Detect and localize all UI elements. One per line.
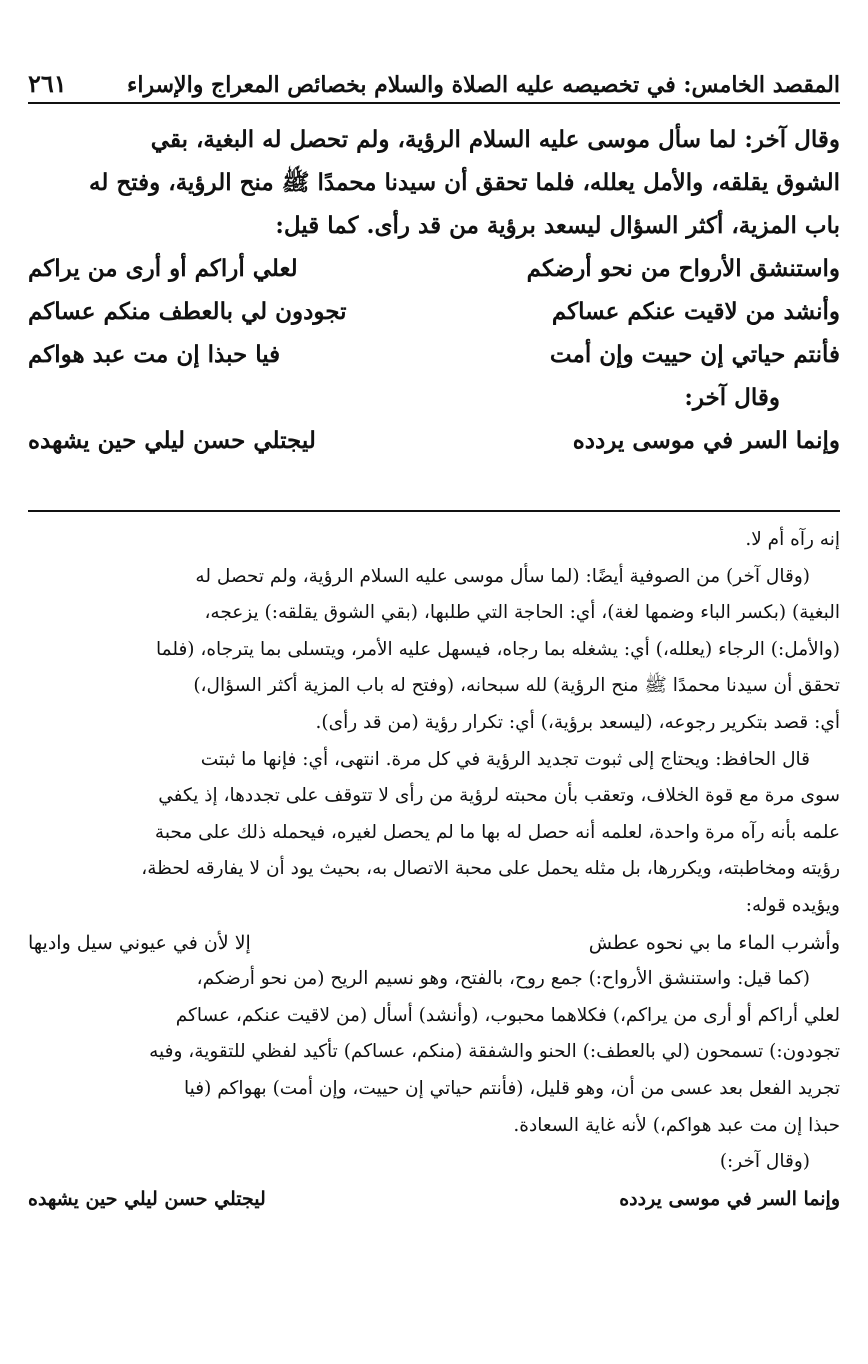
verse-first-hemistich: فأنتم حياتي إن حييت وإن أمت <box>549 341 840 368</box>
verse-second-hemistich: لعلي أراكم أو أرى من يراكم <box>28 255 298 282</box>
note-line: تحقق أن سيدنا محمدًا ﷺ منح الرؤية) لله سبحانه، (وفتح له باب المزية أكثر السؤال،) <box>193 675 840 697</box>
verse-line <box>28 247 840 290</box>
note-line: علمه بأنه رآه مرة واحدة، لعلمه أنه حصل له بها ما لم يحصل لغيره، فيحمله ذلك على محبة <box>154 821 840 843</box>
note-line: ويؤيده قوله: <box>745 894 840 916</box>
note-line: أي: قصد بتكرير رجوعه، (ليسعد برؤية،) أي: تكرار رؤية (من قد رأى). <box>315 711 840 733</box>
verse-line <box>28 925 840 962</box>
verse-first-hemistich: وإنما السر في موسى يردده <box>572 427 840 454</box>
verse-first-hemistich: وإنما السر في موسى يردده <box>619 1187 840 1210</box>
verse-second-hemistich: ليجتلي حسن ليلي حين يشهده <box>28 427 316 454</box>
verse-line <box>28 333 840 376</box>
main-text <box>28 118 840 462</box>
main-line: وقال آخر: لما سأل موسى عليه السلام الرؤية، ولم تحصل له البغية، بقي <box>150 126 840 153</box>
note-line: تجودون:) تسمحون (لي بالعطف:) الحنو والشفقة (منكم، عساكم) تأكيد لفظي للتقوية، وفيه <box>149 1041 840 1063</box>
footnote-separator <box>28 510 840 512</box>
note-line: لعلي أراكم أو أرى من يراكم،) فكلاهما محبوب، (وأنشد) أسأل (من لاقيت عنكم، عساكم <box>175 1004 840 1026</box>
verse-second-hemistich: تجودون لي بالعطف منكم عساكم <box>28 298 347 325</box>
verse-line <box>28 290 840 333</box>
main-line: باب المزية، أكثر السؤال ليسعد برؤية من قد رأى. كما قيل: <box>275 212 840 239</box>
commentary-text <box>28 522 840 1217</box>
verse-first-hemistich: وأنشد من لاقيت عنكم عساكم <box>551 298 840 325</box>
note-line: إنه رآه أم لا. <box>745 529 840 550</box>
verse-second-hemistich: ليجتلي حسن ليلي حين يشهده <box>28 1187 266 1210</box>
verse-first-hemistich: وأشرب الماء ما بي نحوه عطش <box>588 931 840 954</box>
note-line: سوى مرة مع قوة الخلاف، وتعقب بأن محبته لرؤية من رأى لا تتوقف على تجددها، إذ يكفي <box>158 785 840 807</box>
header-title: المقصد الخامس: في تخصيصه عليه الصلاة والسلام بخصائص المعراج والإسراء <box>127 72 840 98</box>
verse-first-hemistich: واستنشق الأرواح من نحو أرضكم <box>526 255 840 282</box>
verse-line <box>28 1181 840 1218</box>
main-line: الشوق يقلقه، والأمل يعلله، فلما تحقق أن سيدنا محمدًا ﷺ منح الرؤية، وفتح له <box>89 169 840 196</box>
note-line: قال الحافظ: ويحتاج إلى ثبوت تجديد الرؤية في كل مرة. انتهى، أي: فإنها ما ثبتت <box>200 748 810 770</box>
page-header <box>28 58 840 104</box>
verse-second-hemistich: إلا لأن في عيوني سيل واديها <box>28 931 251 954</box>
verse-line <box>28 419 840 462</box>
note-line: (وقال آخر) من الصوفية أيضًا: (لما سأل موسى عليه السلام الرؤية، ولم تحصل له <box>195 565 810 587</box>
main-line: وقال آخر: <box>684 384 780 411</box>
note-line: حبذا إن مت عبد هواكم،) لأنه غاية السعادة. <box>513 1114 840 1136</box>
page-number: ٢٦١ <box>28 69 67 98</box>
verse-second-hemistich: فيا حبذا إن مت عبد هواكم <box>28 341 281 368</box>
note-line: (وقال آخر:) <box>719 1151 810 1173</box>
note-line: رؤيته ومخاطبته، ويكررها، بل مثله يحمل على محبة الاتصال به، بحيث يود أن لا يفارقه لحظة، <box>141 858 840 880</box>
note-line: البغية) (بكسر الباء وضمها لغة)، أي: الحاجة التي طلبها، (بقي الشوق يقلقه:) يزعجه، <box>204 602 840 624</box>
note-line: (كما قيل: واستنشق الأرواح:) جمع روح، بالفتح، وهو نسيم الريح (من نحو أرضكم، <box>196 968 810 990</box>
note-line: (والأمل:) الرجاء (يعلله،) أي: يشغله بما رجاه، فيسهل عليه الأمر، ويتسلى بما يترجاه، (فلما <box>156 638 840 660</box>
note-line: تجريد الفعل بعد عسى من أن، وهو قليل، (فأنتم حياتي إن حييت، وإن أمت) بهواكم (فيا <box>184 1077 840 1099</box>
